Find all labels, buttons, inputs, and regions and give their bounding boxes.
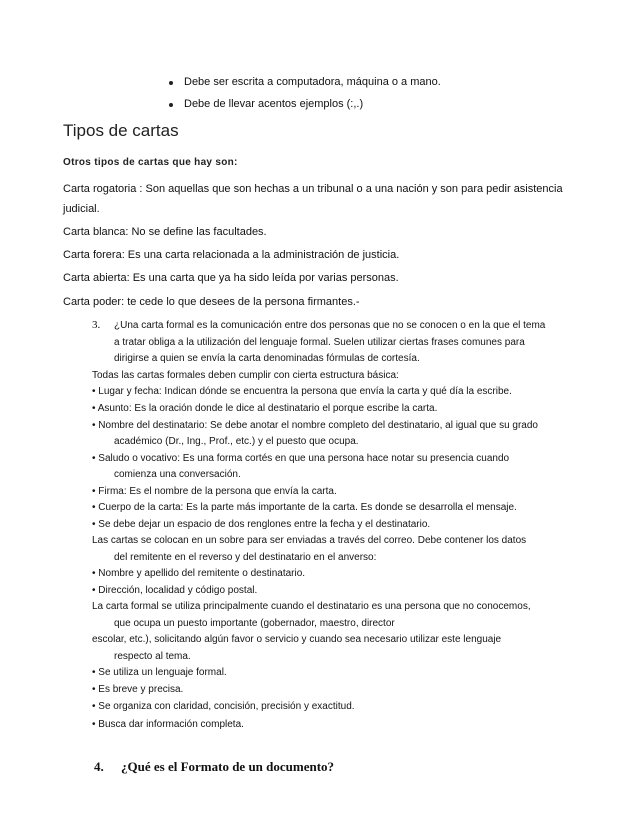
item-3-line: dirigirse a quien se envía la carta denominadas fórmulas de cortesía. (114, 353, 420, 364)
item-3-line: La carta formal se utiliza principalmente cuando el destinatario es una persona que no conocemos, (92, 601, 531, 612)
bullet-dot-icon (169, 81, 173, 85)
item-3-line: • Lugar y fecha: Indican dónde se encuentra la persona que envía la carta y qué día la escribe. (92, 386, 512, 397)
item-3-line: • Firma: Es el nombre de la persona que envía la carta. (92, 486, 337, 497)
item-3-line: • Busca dar información completa. (92, 719, 244, 730)
item-4-number: 4. (94, 759, 104, 774)
paragraph-line: Carta poder: te cede lo que desees de la persona firmantes.- (63, 296, 360, 308)
section-subheading: Otros tipos de cartas que hay son: (63, 157, 238, 168)
item-3-line: comienza una conversación. (114, 469, 241, 480)
item-3-line: • Nombre y apellido del remitente o destinatario. (92, 568, 306, 579)
section-heading: Tipos de cartas (63, 121, 179, 140)
item-3-line: Las cartas se colocan en un sobre para ser enviadas a través del correo. Debe contener los datos (92, 535, 527, 546)
item-3-line: respecto al tema. (114, 651, 191, 662)
item-3-line: que ocupa un puesto importante (gobernador, maestro, director (114, 618, 395, 629)
item-3-line: Todas las cartas formales deben cumplir con cierta estructura básica: (92, 370, 399, 381)
item-3-line: • Es breve y precisa. (92, 684, 184, 695)
bullet-item: Debe de llevar acentos ejemplos (:,.) (184, 98, 364, 110)
item-3-line: escolar, etc.), solicitando algún favor o servicio y cuando sea necesario utilizar este lenguaje (92, 634, 502, 645)
item-3-line: ¿Una carta formal es la comunicación entre dos personas que no se conocen o en la que el tema (114, 320, 546, 331)
item-3-line: académico (Dr., Ing., Prof., etc.) y el puesto que ocupa. (114, 436, 359, 447)
item-3-number: 3. (92, 319, 101, 331)
paragraph-line: judicial. (63, 203, 100, 215)
bullet-dot-icon (169, 103, 173, 107)
item-4-heading: ¿Qué es el Formato de un documento? (121, 759, 335, 774)
item-3-line: del remitente en el reverso y del destinatario en el anverso: (114, 552, 377, 563)
paragraph-line: Carta abierta: Es una carta que ya ha sido leída por varias personas. (63, 272, 399, 284)
item-3-line: • Se utiliza un lenguaje formal. (92, 667, 227, 678)
item-3-line: • Se organiza con claridad, concisión, precisión y exactitud. (92, 701, 355, 712)
item-3-line: • Nombre del destinatario: Se debe anotar el nombre completo del destinatario, al igual que su grado (92, 420, 538, 431)
item-3-line: • Se debe dejar un espacio de dos renglones entre la fecha y el destinatario. (92, 519, 431, 530)
paragraph-line: Carta forera: Es una carta relacionada a la administración de justicia. (63, 249, 400, 261)
item-3-line: • Dirección, localidad y código postal. (92, 585, 258, 596)
paragraph-line: Carta rogatoria : Son aquellas que son hechas a un tribunal o a una nación y son para pedir asistencia (63, 183, 563, 195)
item-3-line: • Asunto: Es la oración donde le dice al destinatario el porque escribe la carta. (92, 403, 438, 414)
item-3-line: • Saludo o vocativo: Es una forma cortés en que una persona hace notar su presencia cuando (92, 453, 510, 464)
paragraph-line: Carta blanca: No se define las facultades. (63, 226, 267, 238)
bullet-item: Debe ser escrita a computadora, máquina o a mano. (184, 76, 441, 88)
item-3-line: a tratar obliga a la utilización del lenguaje formal. Suelen utilizar ciertas frases comunes para (114, 337, 525, 348)
item-3-line: • Cuerpo de la carta: Es la parte más importante de la carta. Es donde se desarrolla el mensaje. (92, 502, 517, 513)
